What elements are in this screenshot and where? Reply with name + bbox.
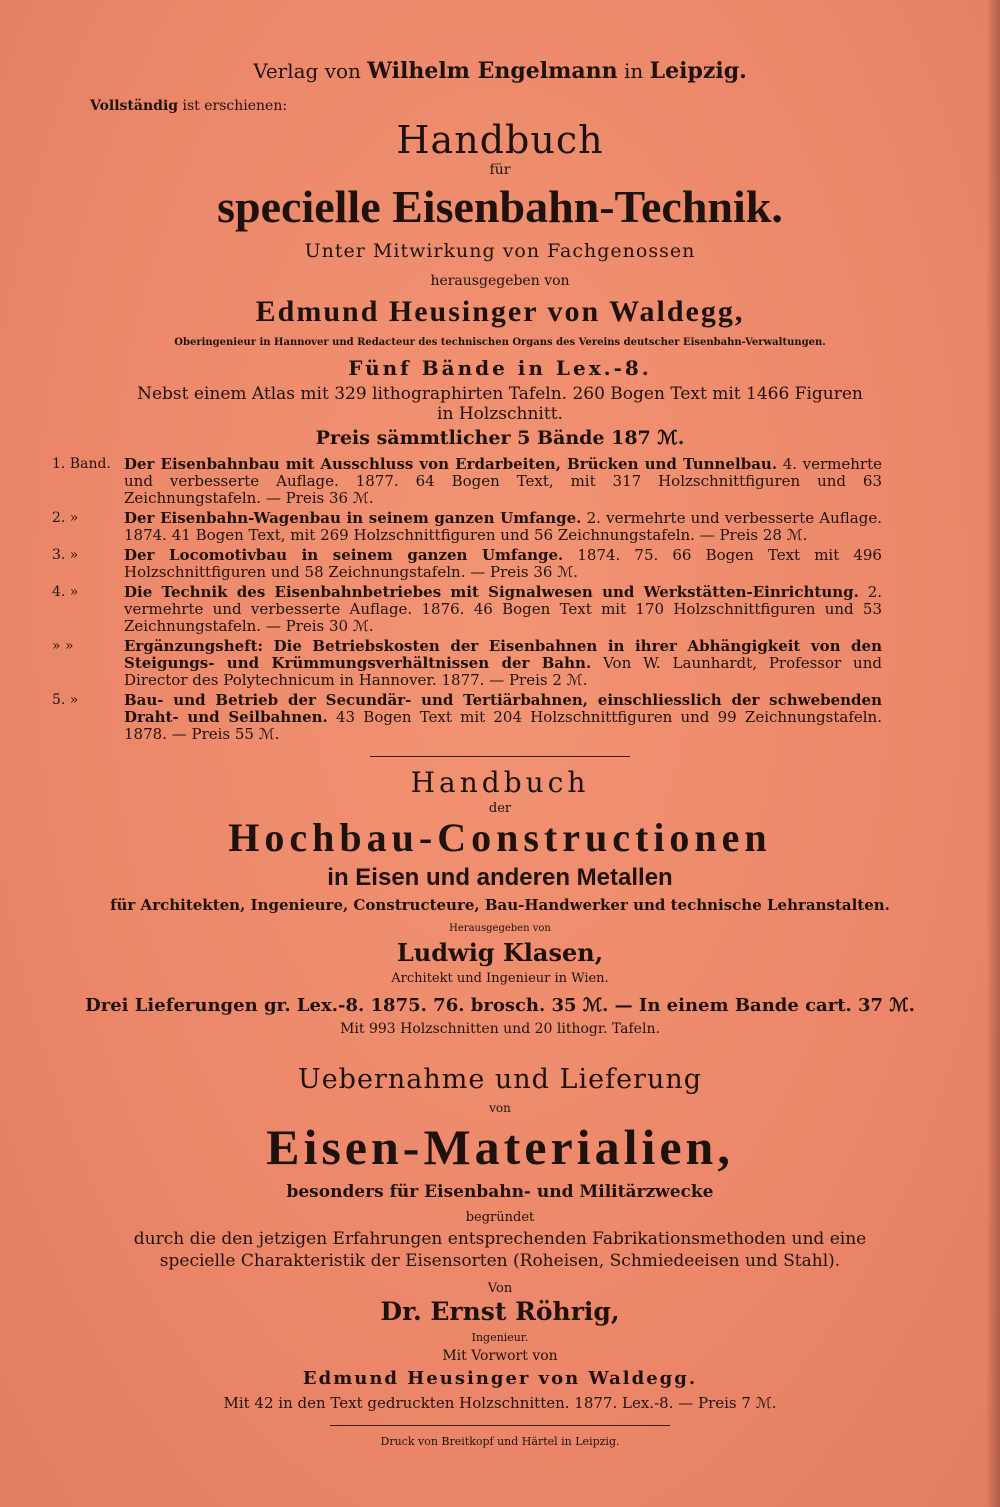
- volume-number: 2. »: [52, 510, 79, 526]
- book3-author-role: Ingenieur.: [471, 1331, 529, 1344]
- volume-details: 2. vermehrte und verbesserte Auflage. 1876. 46 Bogen Text mit 170 Holzschnittfiguren und 53 Zeichnungstafeln. — Preis 30 ℳ.: [124, 583, 882, 635]
- book1-price: Preis sämmtlicher 5 Bände 187 ℳ.: [315, 427, 685, 449]
- volume-details: 1874. 75. 66 Bogen Text mit 496 Holzschnittfiguren und 58 Zeichnungstafeln. — Preis 36 ℳ.: [124, 546, 882, 581]
- book2-audience: für Architekten, Ingenieure, Constructeure, Bau-Handwerker und technische Lehranstalten.: [110, 896, 890, 914]
- book3-title-von: von: [489, 1101, 511, 1115]
- volume-title: Der Eisenbahnbau mit Ausschluss von Erdarbeiten, Brücken und Tunnelbau.: [124, 455, 778, 473]
- book2-price-line: Drei Lieferungen gr. Lex.-8. 1875. 76. brosch. 35 ℳ. — In einem Bande cart. 37 ℳ.: [85, 995, 915, 1016]
- book1-title-handbuch: Handbuch: [396, 118, 604, 162]
- book1-editor: Edmund Heusinger von Waldegg,: [255, 295, 745, 328]
- volume-entry: [52, 510, 882, 544]
- book2-title-handbuch: Handbuch: [410, 766, 590, 799]
- volume-number: 5. »: [52, 692, 79, 708]
- volume-title: Der Eisenbahn-Wagenbau in seinem ganzen Umfange.: [124, 509, 582, 527]
- volume-number: 4. »: [52, 584, 79, 600]
- volume-entry: [52, 692, 882, 743]
- book3-details: Mit 42 in den Text gedruckten Holzschnitten. 1877. Lex.-8. — Preis 7 ℳ.: [223, 1394, 777, 1412]
- book3-desc-line1: durch die den jetzigen Erfahrungen entsprechenden Fabrikationsmethoden und eine: [133, 1229, 867, 1249]
- book2-main-title: Hochbau-Constructionen: [228, 815, 772, 860]
- publisher-in: in: [624, 59, 644, 83]
- volume-details: 43 Bogen Text mit 204 Holzschnittfiguren und 99 Zeichnungstafeln. 1878. — Preis 55 ℳ.: [124, 708, 882, 743]
- book2-editor-intro: Herausgegeben von: [449, 923, 551, 934]
- book3-desc-line2: specielle Charakteristik der Eisensorten (Roheisen, Schmiedeeisen und Stahl).: [159, 1251, 841, 1271]
- book1-main-title: specielle Eisenbahn-Technik.: [217, 181, 783, 232]
- publisher-name: Wilhelm Engelmann: [367, 58, 618, 84]
- book1-editor-role: Oberingenieur in Hannover und Redacteur des technischen Organs des Vereins deutscher Eisenbahn-Verwaltungen.: [174, 337, 826, 348]
- book1-volume-list: [52, 456, 882, 746]
- volume-entry: [52, 456, 882, 507]
- book1-atlas-line1: Nebst einem Atlas mit 329 lithographirten Tafeln. 260 Bogen Text mit 1466 Figuren: [137, 384, 863, 404]
- complete-text: ist erschienen:: [182, 98, 288, 114]
- volume-number: 3. »: [52, 547, 79, 563]
- volume-details: 4. vermehrte und verbesserte Auflage. 1877. 64 Bogen Text, mit 317 Holzschnittfiguren und 63 Zeichnungstafeln. — Preis 36 ℳ.: [124, 455, 882, 507]
- book3-title-intro: Uebernahme und Lieferung: [297, 1064, 703, 1095]
- volume-details: Von W. Launhardt, Professor und Director des Polytechnicum in Hannover. 1877. — Preis 2 ℳ.: [124, 654, 882, 689]
- book3-foreword-by: Edmund Heusinger von Waldegg.: [302, 1368, 698, 1389]
- volume-entry: [52, 584, 882, 635]
- book2-title-der: der: [488, 801, 512, 816]
- book3-subtitle: besonders für Eisenbahn- und Militärzwecke: [286, 1182, 714, 1202]
- book2-subtitle: in Eisen und anderen Metallen: [327, 864, 673, 891]
- volume-details: 2. vermehrte und verbesserte Auflage. 1874. 41 Bogen Text, mit 269 Holzschnittfiguren und 56 Zeichnungstafeln. — Preis 28 ℳ.: [124, 509, 882, 544]
- book3-author-intro: Von: [487, 1281, 513, 1296]
- book3-author: Dr. Ernst Röhrig,: [380, 1297, 620, 1326]
- book3-foreword-intro: Mit Vorwort von: [442, 1348, 558, 1364]
- complete-label: Vollständig: [90, 98, 179, 114]
- volume-title: Ergänzungsheft: Die Betriebskosten der Eisenbahnen in ihrer Abhängigkeit von den Steigungs- und Krümmungsverhältnissen der Bahn.: [124, 637, 882, 672]
- volume-number: 1. Band.: [52, 456, 111, 472]
- section-divider: [370, 756, 630, 757]
- book1-volumes: Fünf Bände in Lex.-8.: [348, 356, 652, 380]
- publisher-prefix: Verlag von: [253, 59, 361, 83]
- book1-atlas-line2: in Holzschnitt.: [437, 404, 563, 424]
- volume-number: » »: [52, 638, 74, 654]
- volume-title: Die Technik des Eisenbahnbetriebes mit Signalwesen und Werkstätten-Einrichtung.: [124, 583, 859, 601]
- volume-title: Bau- und Betrieb der Secundär- und Tertiärbahnen, einschliesslich der schwebenden Draht- und Seilbahnen.: [124, 691, 882, 726]
- book2-editor: Ludwig Klasen,: [396, 938, 604, 967]
- book3-founded: begründet: [465, 1210, 535, 1225]
- volume-title: Der Locomotivbau in seinem ganzen Umfange.: [124, 546, 564, 564]
- book1-editor-intro: herausgegeben von: [430, 273, 570, 289]
- footer-divider: [330, 1425, 670, 1426]
- complete-notice: [90, 98, 287, 114]
- volume-entry: [52, 638, 882, 689]
- book1-subtitle: Unter Mitwirkung von Fachgenossen: [304, 240, 696, 262]
- printer-note: Druck von Breitkopf und Härtel in Leipzig.: [380, 1435, 620, 1448]
- book2-illustrations: Mit 993 Holzschnitten und 20 lithogr. Tafeln.: [340, 1021, 660, 1037]
- book2-editor-role: Architekt und Ingenieur in Wien.: [391, 971, 609, 986]
- book1-title-fur: für: [489, 162, 511, 178]
- publisher-line: [0, 58, 1000, 84]
- book3-main-title: Eisen-Materialien,: [266, 1119, 734, 1175]
- volume-entry: [52, 547, 882, 581]
- publisher-city: Leipzig.: [649, 58, 747, 84]
